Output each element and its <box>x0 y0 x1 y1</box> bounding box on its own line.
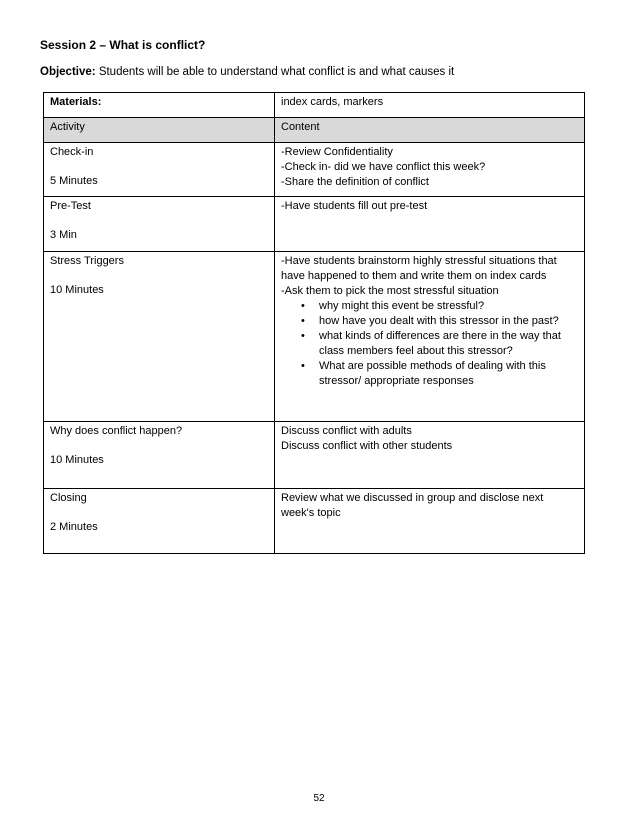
bullet-item: • what kinds of differences are there in the way that class members feel about this stressor? <box>301 329 579 359</box>
activity-duration: 10 Minutes <box>50 284 104 296</box>
content-cell <box>275 143 585 197</box>
session-title: Session 2 – What is conflict? <box>40 38 206 52</box>
content-line: Discuss conflict with other students <box>281 440 453 452</box>
content-line: -Check in- did we have conflict this week? <box>281 161 486 173</box>
bullet-item: • how have you dealt with this stressor in the past? <box>301 314 579 329</box>
activity-cell <box>44 252 275 422</box>
content-line: -Have students fill out pre-test <box>281 200 428 212</box>
content-cell <box>275 489 585 554</box>
content-line: -Share the definition of conflict <box>281 176 429 188</box>
header-content: Content <box>275 118 585 143</box>
table-row <box>44 143 585 197</box>
activity-name: Pre-Test <box>50 200 91 212</box>
content-line: Review what we discussed in group and disclose next week's topic <box>281 492 544 519</box>
header-activity: Activity <box>44 118 275 143</box>
activity-name: Closing <box>50 492 87 504</box>
content-cell <box>275 252 585 422</box>
activity-name: Why does conflict happen? <box>50 425 183 437</box>
activity-duration: 10 Minutes <box>50 454 104 466</box>
activity-cell <box>44 197 275 252</box>
content-cell <box>275 197 585 252</box>
objective-label: Objective: <box>40 66 96 78</box>
objective-line <box>40 66 454 78</box>
bullet-item: • What are possible methods of dealing with this stressor/ appropriate responses <box>301 359 579 389</box>
materials-label: Materials: <box>44 93 275 118</box>
content-line: Discuss conflict with adults <box>281 425 412 437</box>
activity-duration: 5 Minutes <box>50 175 98 187</box>
table-row <box>44 422 585 489</box>
page-number: 52 <box>313 793 325 804</box>
activity-cell <box>44 143 275 197</box>
table-row <box>44 489 585 554</box>
bullet-list <box>281 299 579 389</box>
content-line: -Review Confidentiality <box>281 146 393 158</box>
table-row <box>44 197 585 252</box>
bullet-item: • why might this event be stressful? <box>301 299 579 314</box>
activity-duration: 2 Minutes <box>50 521 98 533</box>
content-line: -Ask them to pick the most stressful situation <box>281 285 499 297</box>
activity-cell <box>44 489 275 554</box>
materials-value: index cards, markers <box>275 93 585 118</box>
content-cell <box>275 422 585 489</box>
materials-row <box>44 93 585 118</box>
activity-name: Check-in <box>50 146 94 158</box>
header-row <box>44 118 585 143</box>
session-table <box>43 92 585 554</box>
activity-duration: 3 Min <box>50 229 77 241</box>
objective-text: Students will be able to understand what conflict is and what causes it <box>98 66 455 78</box>
table-row <box>44 252 585 422</box>
activity-cell <box>44 422 275 489</box>
activity-name: Stress Triggers <box>50 255 124 267</box>
content-line: -Have students brainstorm highly stressful situations that have happened to them and write them on index cards <box>281 255 557 282</box>
